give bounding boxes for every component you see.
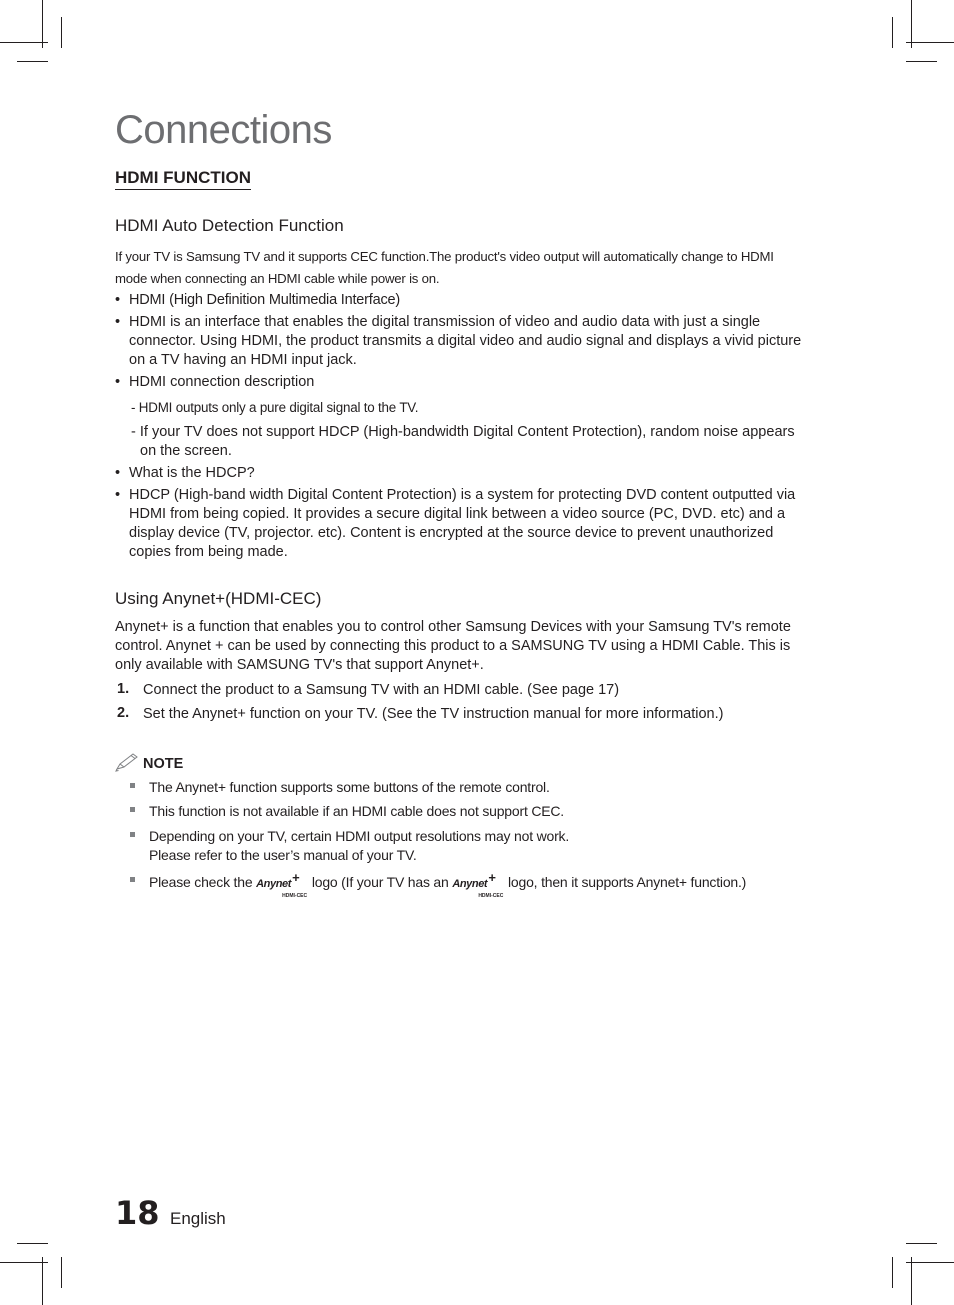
bullet-dot: •: [115, 292, 121, 308]
note-logo-text-part1: Please check the: [149, 874, 253, 890]
crop-mark: [906, 42, 954, 43]
crop-mark: [17, 61, 48, 62]
dash-hdcp-noise-line2: on the screen.: [140, 443, 232, 459]
crop-mark: [892, 17, 893, 48]
note-logo-text-part2: logo (If your TV has an: [311, 874, 449, 890]
bullet-hdcp-line4: copies from being made.: [129, 544, 288, 560]
crop-mark: [892, 1257, 893, 1288]
hdmi-function-heading: HDMI FUNCTION: [115, 168, 251, 190]
crop-mark: [42, 0, 43, 48]
pencil-icon: [115, 752, 141, 772]
crop-mark: [0, 1262, 48, 1263]
crop-mark: [911, 0, 912, 48]
bullet-hdmi-interface-line2: connector. Using HDMI, the product transmits a digital video and audio signal and displays a vivid picture: [129, 333, 802, 349]
note-resolutions-line1: Depending on your TV, certain HDMI output resolutions may not work.: [149, 828, 570, 844]
anynet-logo-icon: Anynet + HDMI-CEC: [452, 870, 504, 899]
note-cec-cable: This function is not available if an HDMI cable does not support CEC.: [149, 803, 564, 819]
bullet-hdmi-definition: HDMI (High Definition Multimedia Interface): [129, 292, 401, 308]
square-bullet: [130, 832, 135, 837]
crop-mark: [17, 1243, 48, 1244]
crop-mark: [911, 1257, 912, 1305]
auto-detection-intro-line1: If your TV is Samsung TV and it supports CEC function.The product's video output will automatically change to HDMI: [115, 249, 774, 264]
step-set-anynet: Set the Anynet+ function on your TV. (See the TV instruction manual for more information.): [143, 706, 724, 722]
page-number: 18: [115, 1194, 160, 1232]
bullet-hdcp-line1: HDCP (High-band width Digital Content Protection) is a system for protecting DVD content outputted via: [129, 487, 796, 503]
anynet-intro-line3: only available with SAMSUNG TV's that support Anynet+.: [115, 657, 484, 673]
anynet-logo-icon: Anynet + HDMI-CEC: [256, 870, 308, 899]
bullet-dot: •: [115, 487, 121, 503]
note-resolutions-line2: Please refer to the user’s manual of your TV.: [149, 847, 417, 863]
note-logo-text-part3: logo, then it supports Anynet+ function.): [508, 874, 747, 890]
bullet-connection-description: HDMI connection description: [129, 374, 315, 390]
dash-hdcp-noise-line1: - If your TV does not support HDCP (High-bandwidth Digital Content Protection), random noise appears: [131, 424, 795, 440]
bullet-dot: •: [115, 314, 121, 330]
bullet-dot: •: [115, 465, 121, 481]
step-number: 2.: [117, 705, 130, 721]
crop-mark: [906, 1243, 937, 1244]
crop-mark: [61, 1257, 62, 1288]
bullet-hdmi-interface-line1: HDMI is an interface that enables the digital transmission of video and audio data with just a single: [129, 314, 761, 330]
square-bullet: [130, 783, 135, 788]
crop-mark: [42, 1257, 43, 1305]
step-number: 1.: [117, 681, 130, 697]
crop-mark: [0, 42, 48, 43]
auto-detection-intro-line2: mode when connecting an HDMI cable while power is on.: [115, 271, 440, 286]
page-title: Connections: [115, 108, 332, 152]
bullet-hdmi-interface-line3: on a TV having an HDMI input jack.: [129, 352, 357, 368]
square-bullet: [130, 877, 135, 882]
bullet-hdcp-line3: display device (TV, projector. etc). Content is encrypted at the source device to prevent unauthorized: [129, 525, 774, 541]
dash-digital-signal: - HDMI outputs only a pure digital signal to the TV.: [131, 400, 419, 415]
crop-mark: [906, 1262, 954, 1263]
auto-detection-heading: HDMI Auto Detection Function: [115, 216, 344, 235]
anynet-intro-line2: control. Anynet + can be used by connecting this product to a SAMSUNG TV using a HDMI Cable. This is: [115, 638, 791, 654]
note-label: NOTE: [143, 756, 184, 772]
step-connect-product: Connect the product to a Samsung TV with an HDMI cable. (See page 17): [143, 682, 620, 698]
bullet-hdcp-line2: HDMI from being copied. It provides a secure digital link between a video source (PC, DVD. etc) and a: [129, 506, 786, 522]
crop-mark: [906, 61, 937, 62]
anynet-intro-line1: Anynet+ is a function that enables you to control other Samsung Devices with your Samsung TV's remote: [115, 619, 791, 635]
bullet-what-is-hdcp: What is the HDCP?: [129, 465, 255, 481]
bullet-dot: •: [115, 374, 121, 390]
anynet-heading: Using Anynet+(HDMI-CEC): [115, 589, 322, 608]
page-language: English: [170, 1209, 226, 1228]
note-anynet-logo-line: [149, 870, 747, 899]
square-bullet: [130, 807, 135, 812]
crop-mark: [61, 17, 62, 48]
note-remote-buttons: The Anynet+ function supports some buttons of the remote control.: [149, 779, 550, 795]
